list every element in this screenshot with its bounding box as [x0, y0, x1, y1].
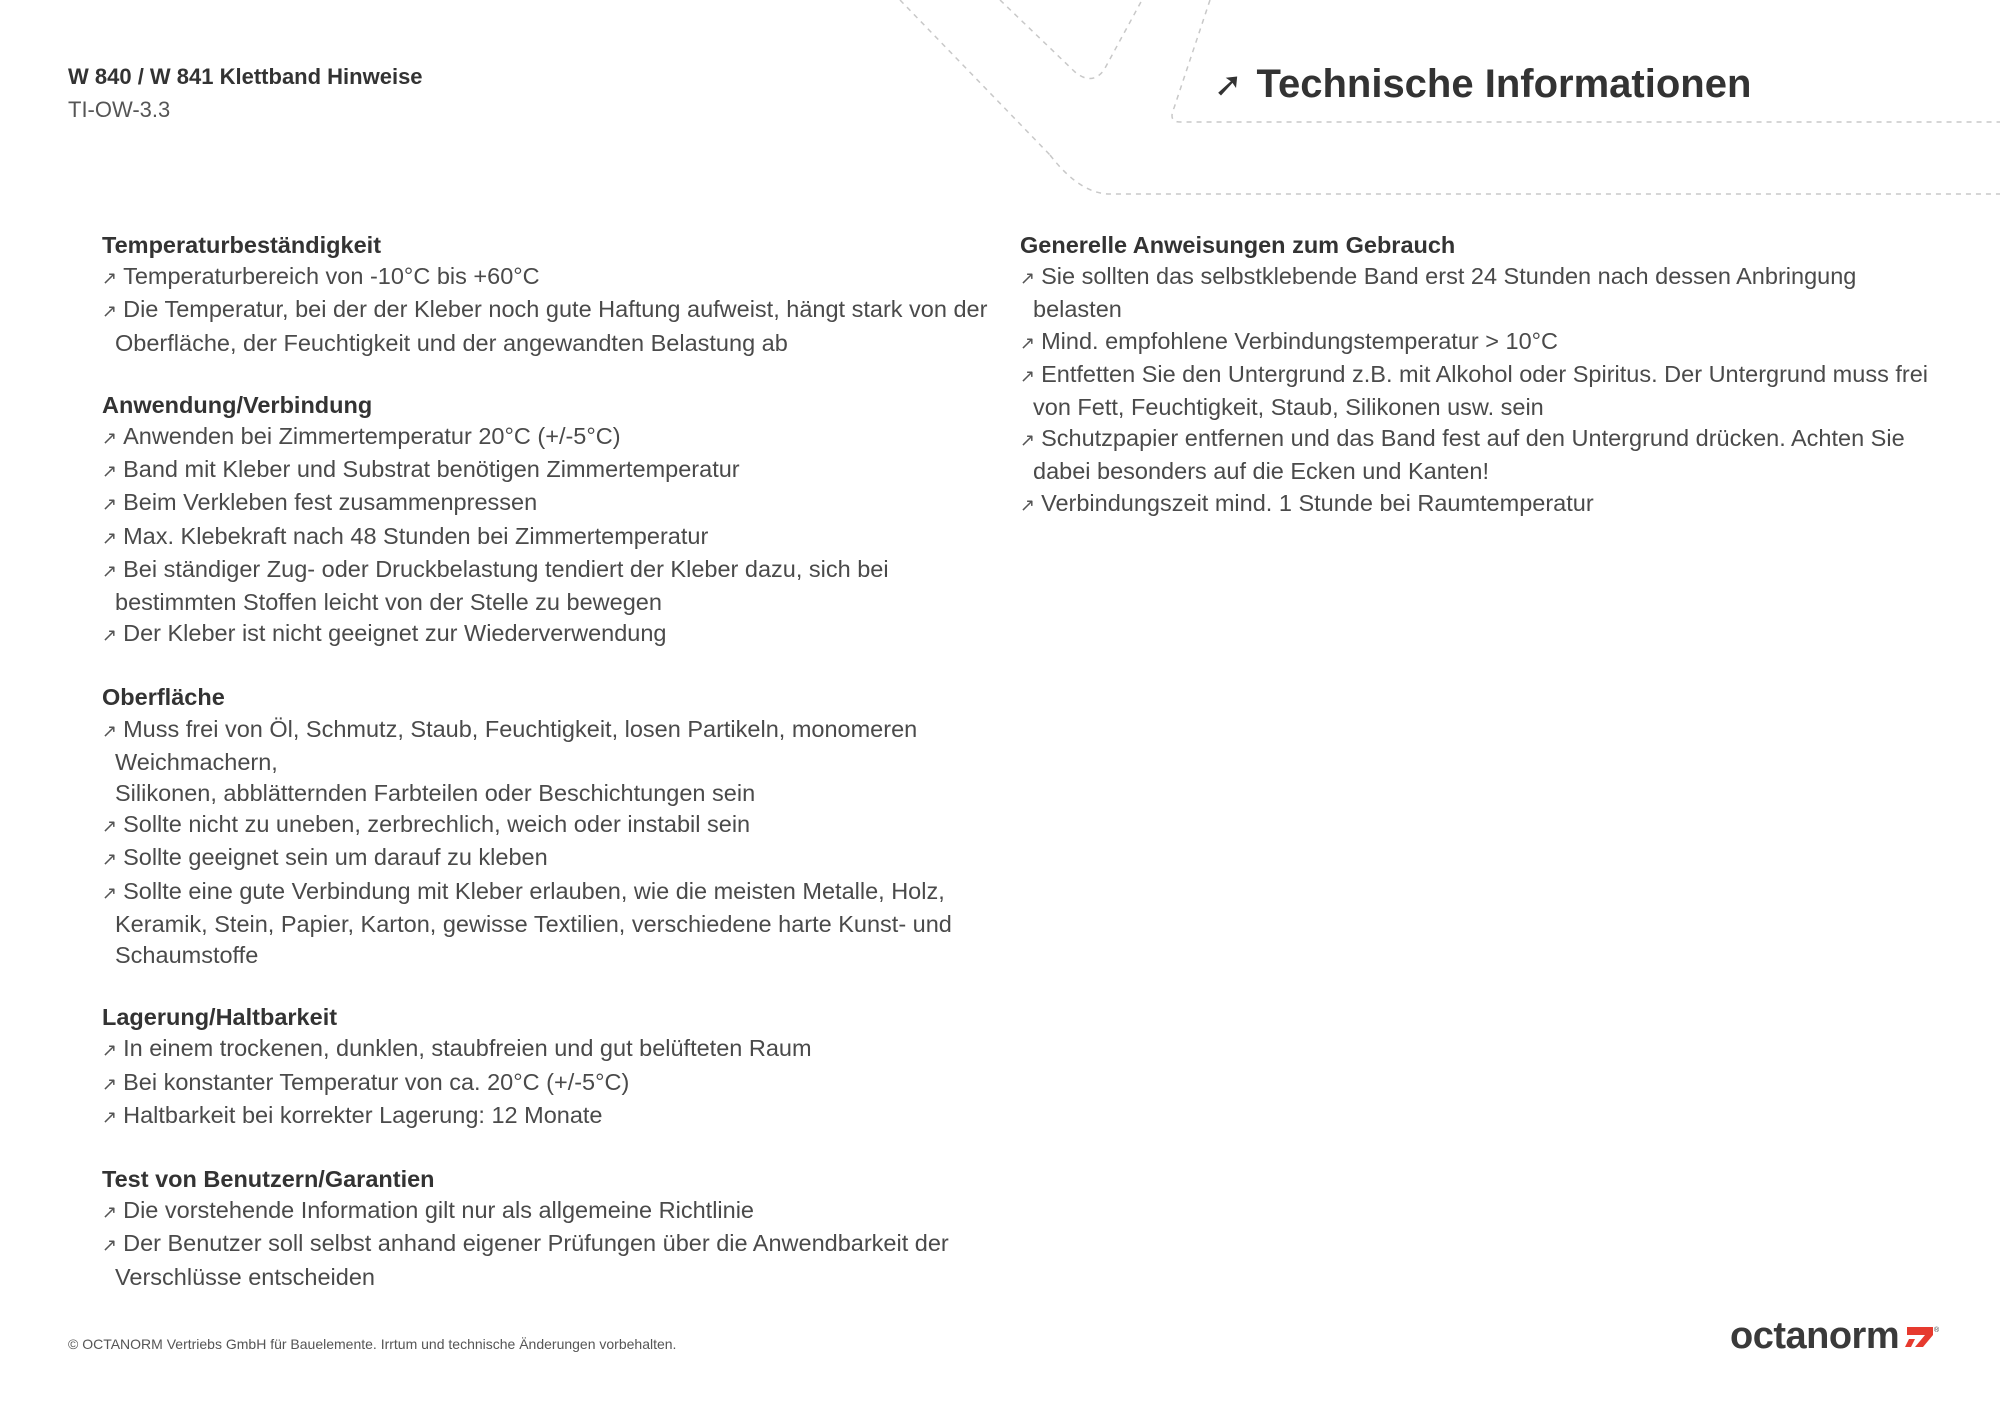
- list-item: [1020, 423, 1950, 487]
- left-column: [102, 230, 1002, 1324]
- list-item-text: Sie sollten das selbstklebende Band erst 24 Stunden nach dessen Anbringung belasten: [1033, 263, 1857, 323]
- list-item-text: Bei konstanter Temperatur von ca. 20°C (+/-5°C): [123, 1068, 630, 1095]
- right-column: [1020, 230, 1950, 552]
- list-item: [102, 876, 1002, 972]
- list-item-text: Haltbarkeit bei korrekter Lagerung: 12 Monate: [123, 1101, 603, 1128]
- section-heading: Oberfläche: [102, 684, 225, 711]
- arrow-bullet-icon: ↗: [102, 301, 118, 322]
- arrow-bullet-icon: ↗: [102, 1040, 118, 1061]
- list-item-text: Bei ständiger Zug- oder Druckbelastung tendiert der Kleber dazu, sich bei bestimmten Stoffen leicht von der Stelle zu bewegen: [115, 555, 889, 616]
- list-item: [102, 809, 1002, 842]
- list-item: [102, 454, 1002, 487]
- list-item: [1020, 488, 1950, 521]
- list-item-text: Schutzpapier entfernen und das Band fest auf den Untergrund drücken. Achten Sie dabei besonders auf die Ecken und Kanten!: [1033, 425, 1905, 485]
- list-item: [102, 421, 1002, 454]
- list-item: [102, 618, 1002, 651]
- section-generelle-anweisungen-zum-gebrauch: [1020, 230, 1950, 521]
- arrow-bullet-icon: ↗: [1020, 365, 1036, 386]
- list-item-text: Mind. empfohlene Verbindungstemperatur > 10°C: [1041, 327, 1559, 354]
- arrow-bullet-icon: ↗: [102, 720, 118, 741]
- section-heading: Temperaturbeständigkeit: [102, 232, 382, 258]
- section-heading: Lagerung/Haltbarkeit: [102, 1004, 338, 1031]
- section-anwendung-verbindung: [102, 390, 1002, 652]
- document-title: W 840 / W 841 Klettband Hinweise: [68, 64, 423, 89]
- octanorm-mark-icon: [1905, 1323, 1939, 1351]
- list-item: [102, 521, 1002, 554]
- arrow-bullet-icon: ↗: [102, 461, 118, 482]
- svg-text:®: ®: [1934, 1326, 1940, 1334]
- document-code: TI-OW-3.3: [68, 97, 171, 122]
- list-item-text: Sollte eine gute Verbindung mit Kleber erlauben, wie die meisten Metalle, Holz, Keramik, Stein, Papier, Karton, gewisse Textilien, verschiedene harte Kunst- und Schaumstoffe: [115, 877, 952, 969]
- list-item: [102, 554, 1002, 618]
- list-item-text: Temperaturbereich von -10°C bis +60°C: [123, 263, 540, 290]
- list-item-text: Die vorstehende Information gilt nur als allgemeine Richtlinie: [123, 1197, 755, 1224]
- arrow-bullet-icon: ↗: [102, 428, 118, 449]
- list-item: [102, 1100, 1002, 1133]
- list-item-text: Die Temperatur, bei der der Kleber noch gute Haftung aufweist, hängt stark von der Oberfläche, der Feuchtigkeit und der angewandten Belastung ab: [115, 296, 988, 356]
- arrow-bullet-icon: ↗: [102, 527, 118, 548]
- arrow-bullet-icon: ↗: [102, 1235, 118, 1256]
- list-item: [1020, 359, 1950, 423]
- list-item-text: Verbindungszeit mind. 1 Stunde bei Raumtemperatur: [1041, 489, 1594, 516]
- list-item: [102, 842, 1002, 875]
- list-item-text: Der Benutzer soll selbst anhand eigener Prüfungen über die Anwendbarkeit der Verschlüsse entscheiden: [115, 1230, 949, 1290]
- banner-title: Technische Informationen: [1256, 62, 1752, 106]
- section-heading: Test von Benutzern/Garantien: [102, 1166, 435, 1193]
- list-item: [102, 1195, 1002, 1228]
- arrow-bullet-icon: ↗: [102, 816, 118, 837]
- arrow-bullet-icon: ↗: [102, 1202, 118, 1223]
- list-item-text: Entfetten Sie den Untergrund z.B. mit Alkohol oder Spiritus. Der Untergrund muss frei von Fett, Feuchtigkeit, Staub, Silikonen usw. sein: [1033, 360, 1928, 421]
- section-test-von-benutzern-garantien: [102, 1164, 1002, 1293]
- arrow-bullet-icon: ↗: [102, 494, 118, 515]
- list-item-text: Muss frei von Öl, Schmutz, Staub, Feuchtigkeit, losen Partikeln, monomeren Weichmachern, Silikonen, abblätternden Farbteilen oder Beschichtungen sein: [115, 715, 918, 807]
- arrow-bullet-icon: ↗: [1020, 430, 1036, 451]
- list-item: [102, 1033, 1002, 1066]
- section-banner: [1214, 62, 1751, 107]
- arrow-bullet-icon: ↗: [102, 625, 118, 646]
- list-item: [102, 294, 1002, 358]
- list-item-text: In einem trockenen, dunklen, staubfreien und gut belüfteten Raum: [123, 1035, 812, 1062]
- copyright-footer: © OCTANORM Vertriebs GmbH für Bauelemente. Irrtum und technische Änderungen vorbehalten.: [68, 1336, 677, 1352]
- arrow-bullet-icon: ↗: [102, 1106, 118, 1127]
- section-lagerung-haltbarkeit: [102, 1002, 1002, 1133]
- arrow-bullet-icon: ↗: [1020, 332, 1036, 353]
- list-item: [102, 714, 1002, 810]
- list-item-text: Anwenden bei Zimmertemperatur 20°C (+/-5°C): [123, 423, 621, 450]
- arrow-bullet-icon: ↗: [102, 882, 118, 903]
- section-temperaturbestaendigkeit: [102, 230, 1002, 359]
- list-item-text: Max. Klebekraft nach 48 Stunden bei Zimmertemperatur: [123, 522, 709, 549]
- section-oberflaeche: [102, 682, 1002, 971]
- arrow-bullet-icon: ↗: [102, 1073, 118, 1094]
- logo-wordmark: octanorm: [1730, 1315, 1900, 1357]
- list-item-text: Der Kleber ist nicht geeignet zur Wiederverwendung: [123, 620, 667, 647]
- arrow-bullet-icon: ↗: [102, 268, 118, 289]
- arrow-bullet-icon: ↗: [1020, 268, 1036, 289]
- list-item-text: Sollte geeignet sein um darauf zu kleben: [123, 844, 548, 871]
- arrow-icon: ➚: [1214, 65, 1243, 104]
- list-item: [102, 261, 1002, 294]
- section-heading: Anwendung/Verbindung: [102, 391, 373, 418]
- list-item-text: Band mit Kleber und Substrat benötigen Zimmertemperatur: [123, 456, 740, 483]
- octanorm-logo: [1730, 1315, 1939, 1358]
- list-item: [102, 1228, 1002, 1292]
- list-item: [102, 487, 1002, 520]
- list-item: [1020, 326, 1950, 359]
- arrow-bullet-icon: ↗: [102, 849, 118, 870]
- arrow-bullet-icon: ↗: [1020, 494, 1036, 515]
- arrow-bullet-icon: ↗: [102, 560, 118, 581]
- list-item: [1020, 261, 1950, 325]
- list-item: [102, 1067, 1002, 1100]
- list-item-text: Sollte nicht zu uneben, zerbrechlich, weich oder instabil sein: [123, 811, 751, 838]
- section-heading: Generelle Anweisungen zum Gebrauch: [1020, 232, 1456, 258]
- list-item-text: Beim Verkleben fest zusammenpressen: [123, 489, 538, 516]
